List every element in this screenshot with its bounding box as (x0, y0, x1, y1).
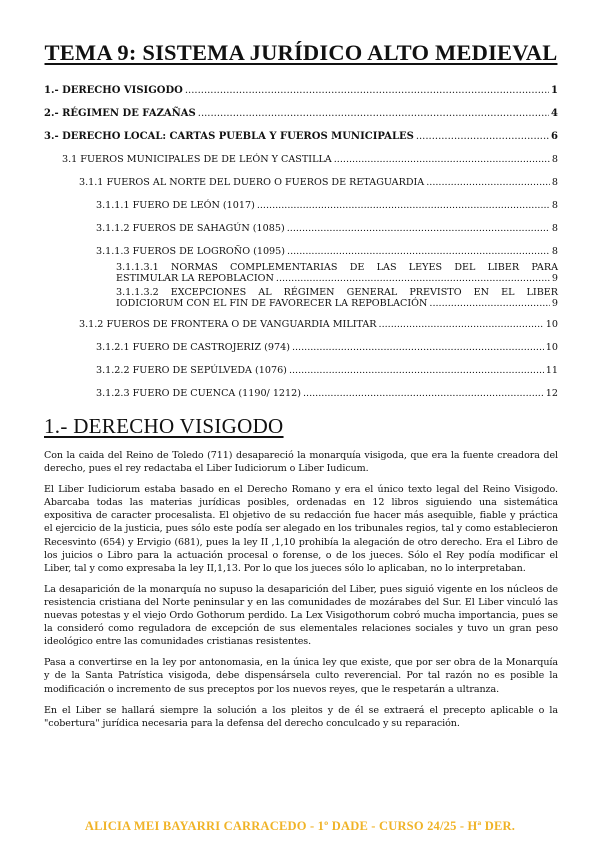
toc-leader (287, 223, 550, 235)
toc-entry[interactable] (44, 333, 558, 356)
toc-entry-page: 8 (551, 246, 558, 257)
toc-entry[interactable] (44, 237, 558, 260)
toc-entry-text-line1: 3.1.1.3.1 NORMAS COMPLEMENTARIAS DE LAS LEYES DEL LIBER PARA (116, 262, 558, 273)
toc-entry-page: 6 (551, 131, 558, 142)
toc-entry[interactable] (44, 145, 558, 168)
toc-leader (185, 85, 549, 97)
section-heading: 1.- DERECHO VISIGODO (44, 414, 284, 438)
toc-leader (292, 342, 544, 354)
toc-entry-text: 3.1.1.3 FUEROS DE LOGROÑO (1095) (96, 246, 286, 257)
toc-entry-text: 3.1.1.2 FUEROS DE SAHAGÚN (1085) (96, 223, 285, 234)
toc-entry-text: 1.- DERECHO VISIGODO (44, 85, 183, 96)
body-paragraph: La desaparición de la monarquía no supuso la desaparición del Liber, pues siguió vigente en los núcleos de resistencia cristiana del Norte peninsular y en las comunidades de mozárabes del Sur. El Liber vinculó las nuevas potestas y el viejo Ordo Gothorum perdido. La Lex Visigothorum cobró mucha importancia, pues se la consideró como reguladora de excepción de sus elementales relaciones sociales y tuvo un gran peso ideológico entre las comunidades cristianas resistentes. (44, 583, 558, 648)
toc-entry-text: 3.1.2.1 FUERO DE CASTROJERIZ (974) (96, 342, 290, 353)
body-paragraph: Pasa a convertirse en la ley por antonomasia, en la única ley que existe, que por ser obra de la Monarquía y de la Santa Patrística visigoda, debe dispensársela culto reverencial. Por tal razón no es posible la modificación o incremento de sus preceptos por los nuevos reyes, que le respetarán a ultranza. (44, 657, 558, 695)
toc-entry-page: 8 (551, 200, 558, 211)
toc-entry[interactable] (44, 122, 558, 145)
toc-entry[interactable] (44, 356, 558, 379)
toc-leader (303, 388, 544, 400)
document-title: TEMA 9: SISTEMA JURÍDICO ALTO MEDIEVAL (44, 40, 558, 65)
toc-leader (257, 200, 550, 212)
body-paragraph: El Liber Iudiciorum estaba basado en el Derecho Romano y era el único texto legal del Reino Visigodo. Abarcaba todas las materias jurídicas posibles, ordenadas en 12 libros siguiendo una sistemática expositiva de caracter procesalista. El objetivo de su redacción fue hacer más asequible, fiable y práctica el ejercicio de la justicia, pues sólo este podía ser alegado en los tribunales regios, tal y como establecieron Recesvinto (654) y Ervigio (681), pues la ley II ,1,10 prohibía la alegación de otro derecho. Era el Libro de los juicios o Libro para la actuación procesal o forense, o de los jueces. Sólo el Rey podía modificar el Liber, tal y como expresaba la ley II,1,13. Por lo que los jueces sólo lo aplicaban, no lo interpretaban. (44, 484, 558, 574)
toc-entry-page: 11 (545, 365, 558, 376)
toc-entry-page: 9 (551, 272, 558, 284)
toc-entry-page: 10 (545, 342, 558, 353)
toc-entry-page: 8 (551, 154, 558, 165)
toc-leader (334, 154, 550, 166)
toc-entry-text-line2: ESTIMULAR LA REPOBLACION (116, 272, 274, 284)
toc-entry-text: 3.1.2 FUEROS DE FRONTERA O DE VANGUARDIA MILITAR (79, 319, 377, 330)
toc-entry-text-line2: IODICIORUM CON EL FIN DE FAVORECER LA REPOBLACIÓN (116, 297, 428, 309)
toc-entry-page: 8 (551, 223, 558, 234)
toc-entry-page: 12 (545, 388, 558, 399)
toc-entry-text: 3.1.2.2 FUERO DE SEPÚLVEDA (1076) (96, 365, 287, 376)
toc-entry-text: 3.1 FUEROS MUNICIPALES DE DE LEÓN Y CASTILLA (62, 154, 332, 165)
toc-entry-text: 2.- RÉGIMEN DE FAZAÑAS (44, 108, 196, 119)
body-paragraph: En el Liber se hallará siempre la solución a los pleitos y de él se extraerá el precepto aplicable o la "cobertura" jurídica necesaria para la defensa del derecho conculcado y su reparación. (44, 704, 558, 729)
toc-leader (198, 108, 549, 120)
toc-entry-text: 3.1.1.1 FUERO DE LEÓN (1017) (96, 200, 255, 211)
body-paragraph: Con la caida del Reino de Toledo (711) desapareció la monarquía visigoda, que era la fuente creadora del derecho, pues el rey redactaba el Liber Iudiciorum o Liber Iudicum. (44, 450, 558, 475)
toc-entry-text: 3.1.2.3 FUERO DE CUENCA (1190/ 1212) (96, 388, 301, 399)
page-footer: ALICIA MEI BAYARRI CARRACEDO - 1º DADE - CURSO 24/25 - Hª DER. (84, 819, 516, 833)
toc-leader (416, 131, 549, 143)
toc-entry[interactable] (44, 76, 558, 99)
toc-entry-page: 9 (551, 297, 558, 309)
toc-entry[interactable] (44, 260, 558, 285)
toc-entry[interactable] (44, 168, 558, 191)
toc-leader (426, 177, 550, 189)
toc-entry[interactable] (44, 310, 558, 333)
toc-entry-text: 3.1.1 FUEROS AL NORTE DEL DUERO O FUEROS DE RETAGUARDIA (79, 177, 425, 188)
toc-entry[interactable] (44, 285, 558, 310)
toc-leader (287, 246, 550, 258)
toc-leader (429, 299, 549, 310)
toc-entry[interactable] (44, 191, 558, 214)
toc-entry-text-line1: 3.1.1.3.2 EXCEPCIONES AL RÉGIMEN GENERAL PREVISTO EN EL LIBER (116, 287, 558, 298)
toc-entry-page: 4 (551, 108, 558, 119)
table-of-contents (44, 76, 558, 402)
toc-entry-text: 3.- DERECHO LOCAL: CARTAS PUEBLA Y FUEROS MUNICIPALES (44, 131, 414, 142)
toc-leader (276, 274, 550, 285)
toc-entry[interactable] (44, 379, 558, 402)
toc-entry-page: 8 (551, 177, 558, 188)
toc-entry[interactable] (44, 99, 558, 122)
toc-leader (289, 365, 544, 377)
toc-entry[interactable] (44, 214, 558, 237)
toc-leader (379, 319, 544, 331)
toc-entry-page: 10 (545, 319, 558, 330)
document-page (44, 40, 558, 738)
toc-entry-page: 1 (551, 85, 558, 96)
